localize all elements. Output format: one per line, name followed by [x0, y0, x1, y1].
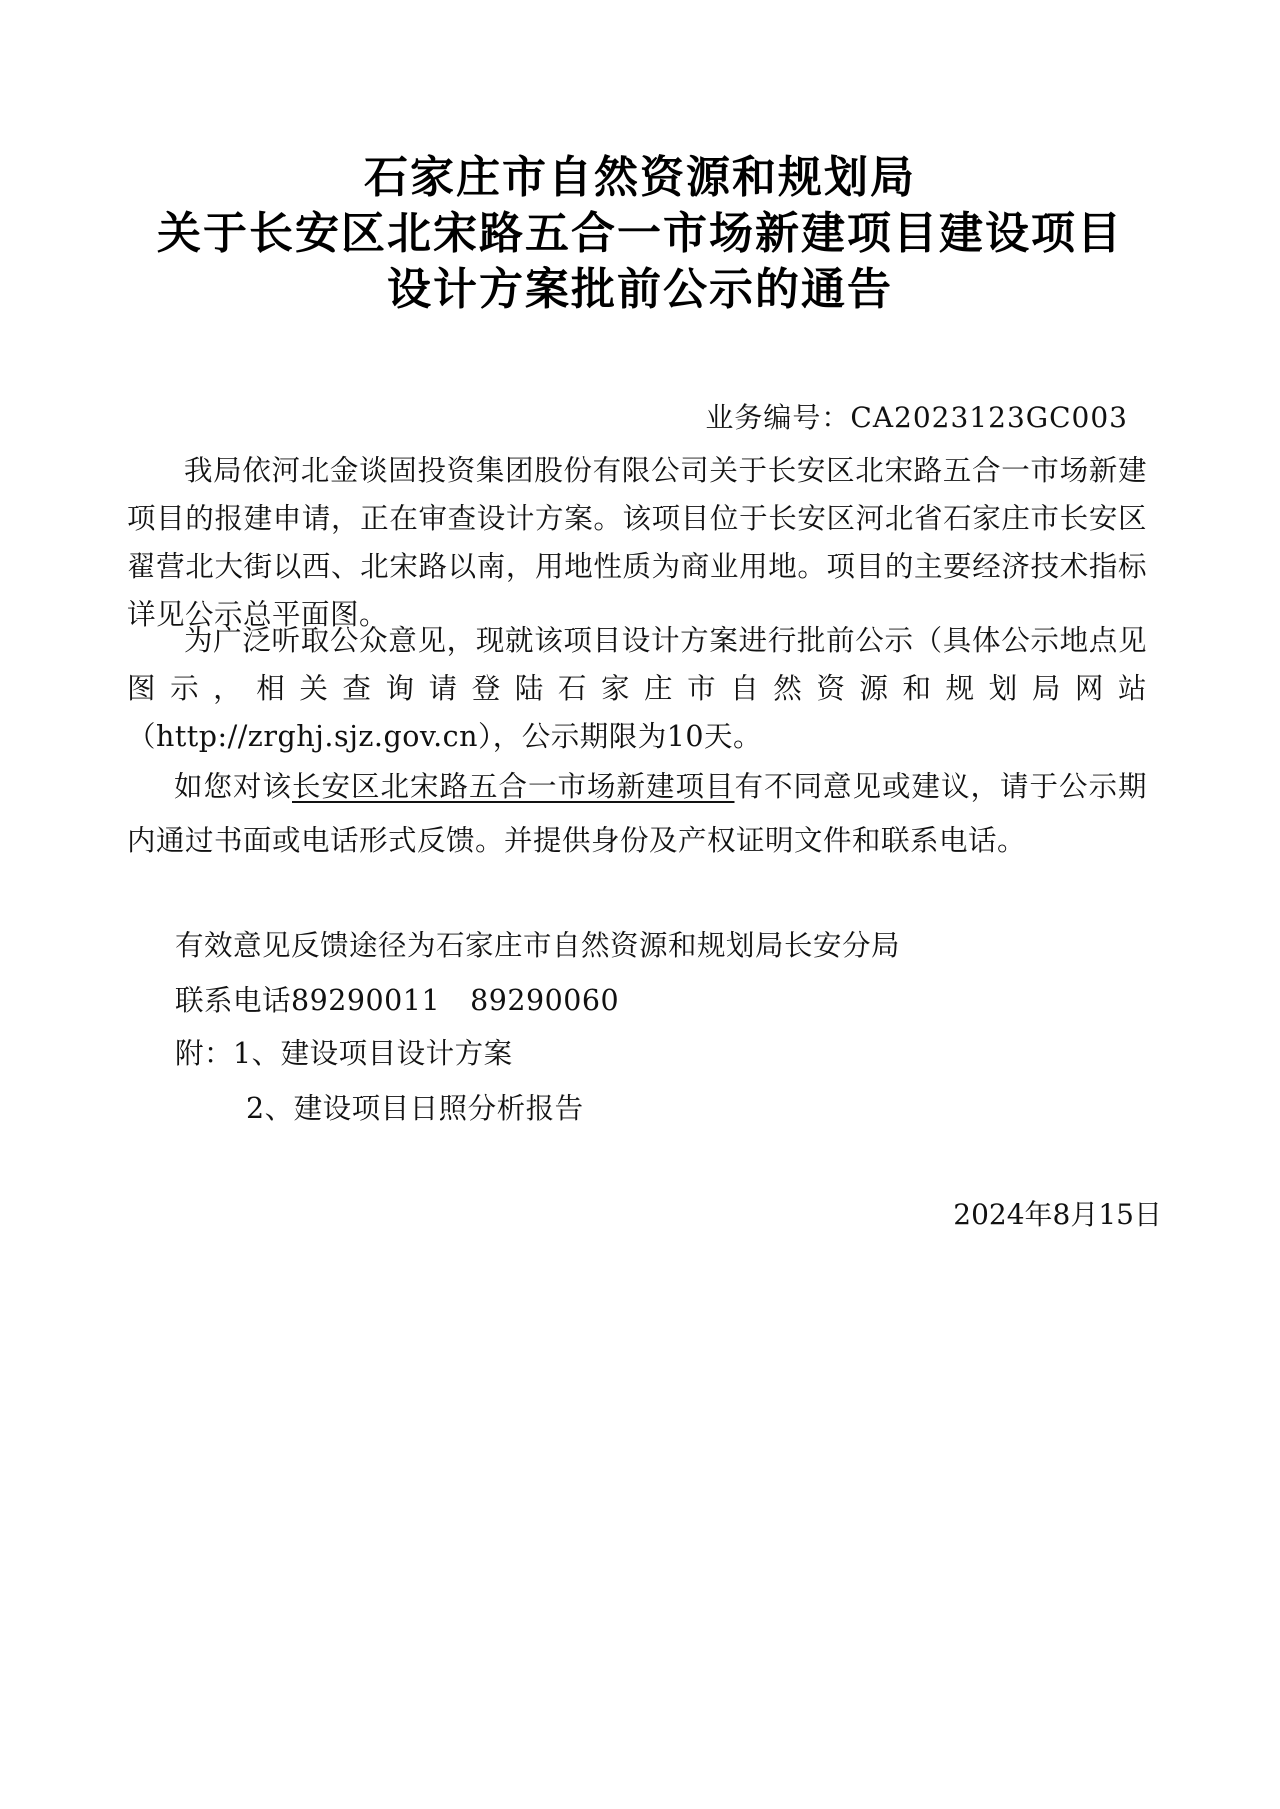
contact-phones — [175, 981, 619, 1021]
phone-number-1: 89290011 — [291, 984, 441, 1017]
phone-number-2: 89290060 — [470, 984, 620, 1017]
feedback-prefix: 如您对该 — [174, 770, 292, 803]
feedback-suffix: 有不同意见或建议，请于公示期内通过书面或电话形式反馈。并提供身份及产权证明文件和联系电话。 — [127, 770, 1147, 857]
notice-title-line-2: 关于长安区北宋路五合一市场新建项目建设项目 — [157, 208, 1123, 259]
attachment-item-2: 2、建设项目日照分析报告 — [246, 1092, 584, 1125]
project-name-underlined: 长安区北宋路五合一市场新建项目 — [292, 770, 735, 803]
business-number: 业务编号：CA2023123GC003 — [705, 401, 1128, 434]
notice-title-line-3: 设计方案批前公示的通告 — [387, 264, 893, 315]
contact-label: 联系电话 — [175, 984, 292, 1017]
notice-title-line-1: 石家庄市自然资源和规划局 — [364, 152, 916, 203]
attachments-label: 附： — [175, 1037, 234, 1070]
paragraph-public-notice: 为广泛听取公众意见，现就该项目设计方案进行批前公示（具体公示地点见图示，相关查询请登陆石家庄市自然资源和规划局网站（http://zrghj.sjz.gov.cn），公示期限为10天。 — [127, 624, 1147, 753]
paragraph-feedback — [127, 760, 1147, 868]
attachment-1-text: 1、建设项目设计方案 — [233, 1037, 513, 1070]
feedback-channel: 有效意见反馈途径为石家庄市自然资源和规划局长安分局 — [175, 929, 901, 962]
paragraph-application: 我局依河北金谈固投资集团股份有限公司关于长安区北宋路五合一市场新建项目的报建申请，正在审查设计方案。该项目位于长安区河北省石家庄市长安区翟营北大街以西、北宋路以南，用地性质为商业用地。项目的主要经济技术指标详见公示总平面图。 — [127, 454, 1147, 631]
attachment-item-1 — [175, 1034, 513, 1074]
issue-date: 2024年8月15日 — [953, 1198, 1162, 1231]
